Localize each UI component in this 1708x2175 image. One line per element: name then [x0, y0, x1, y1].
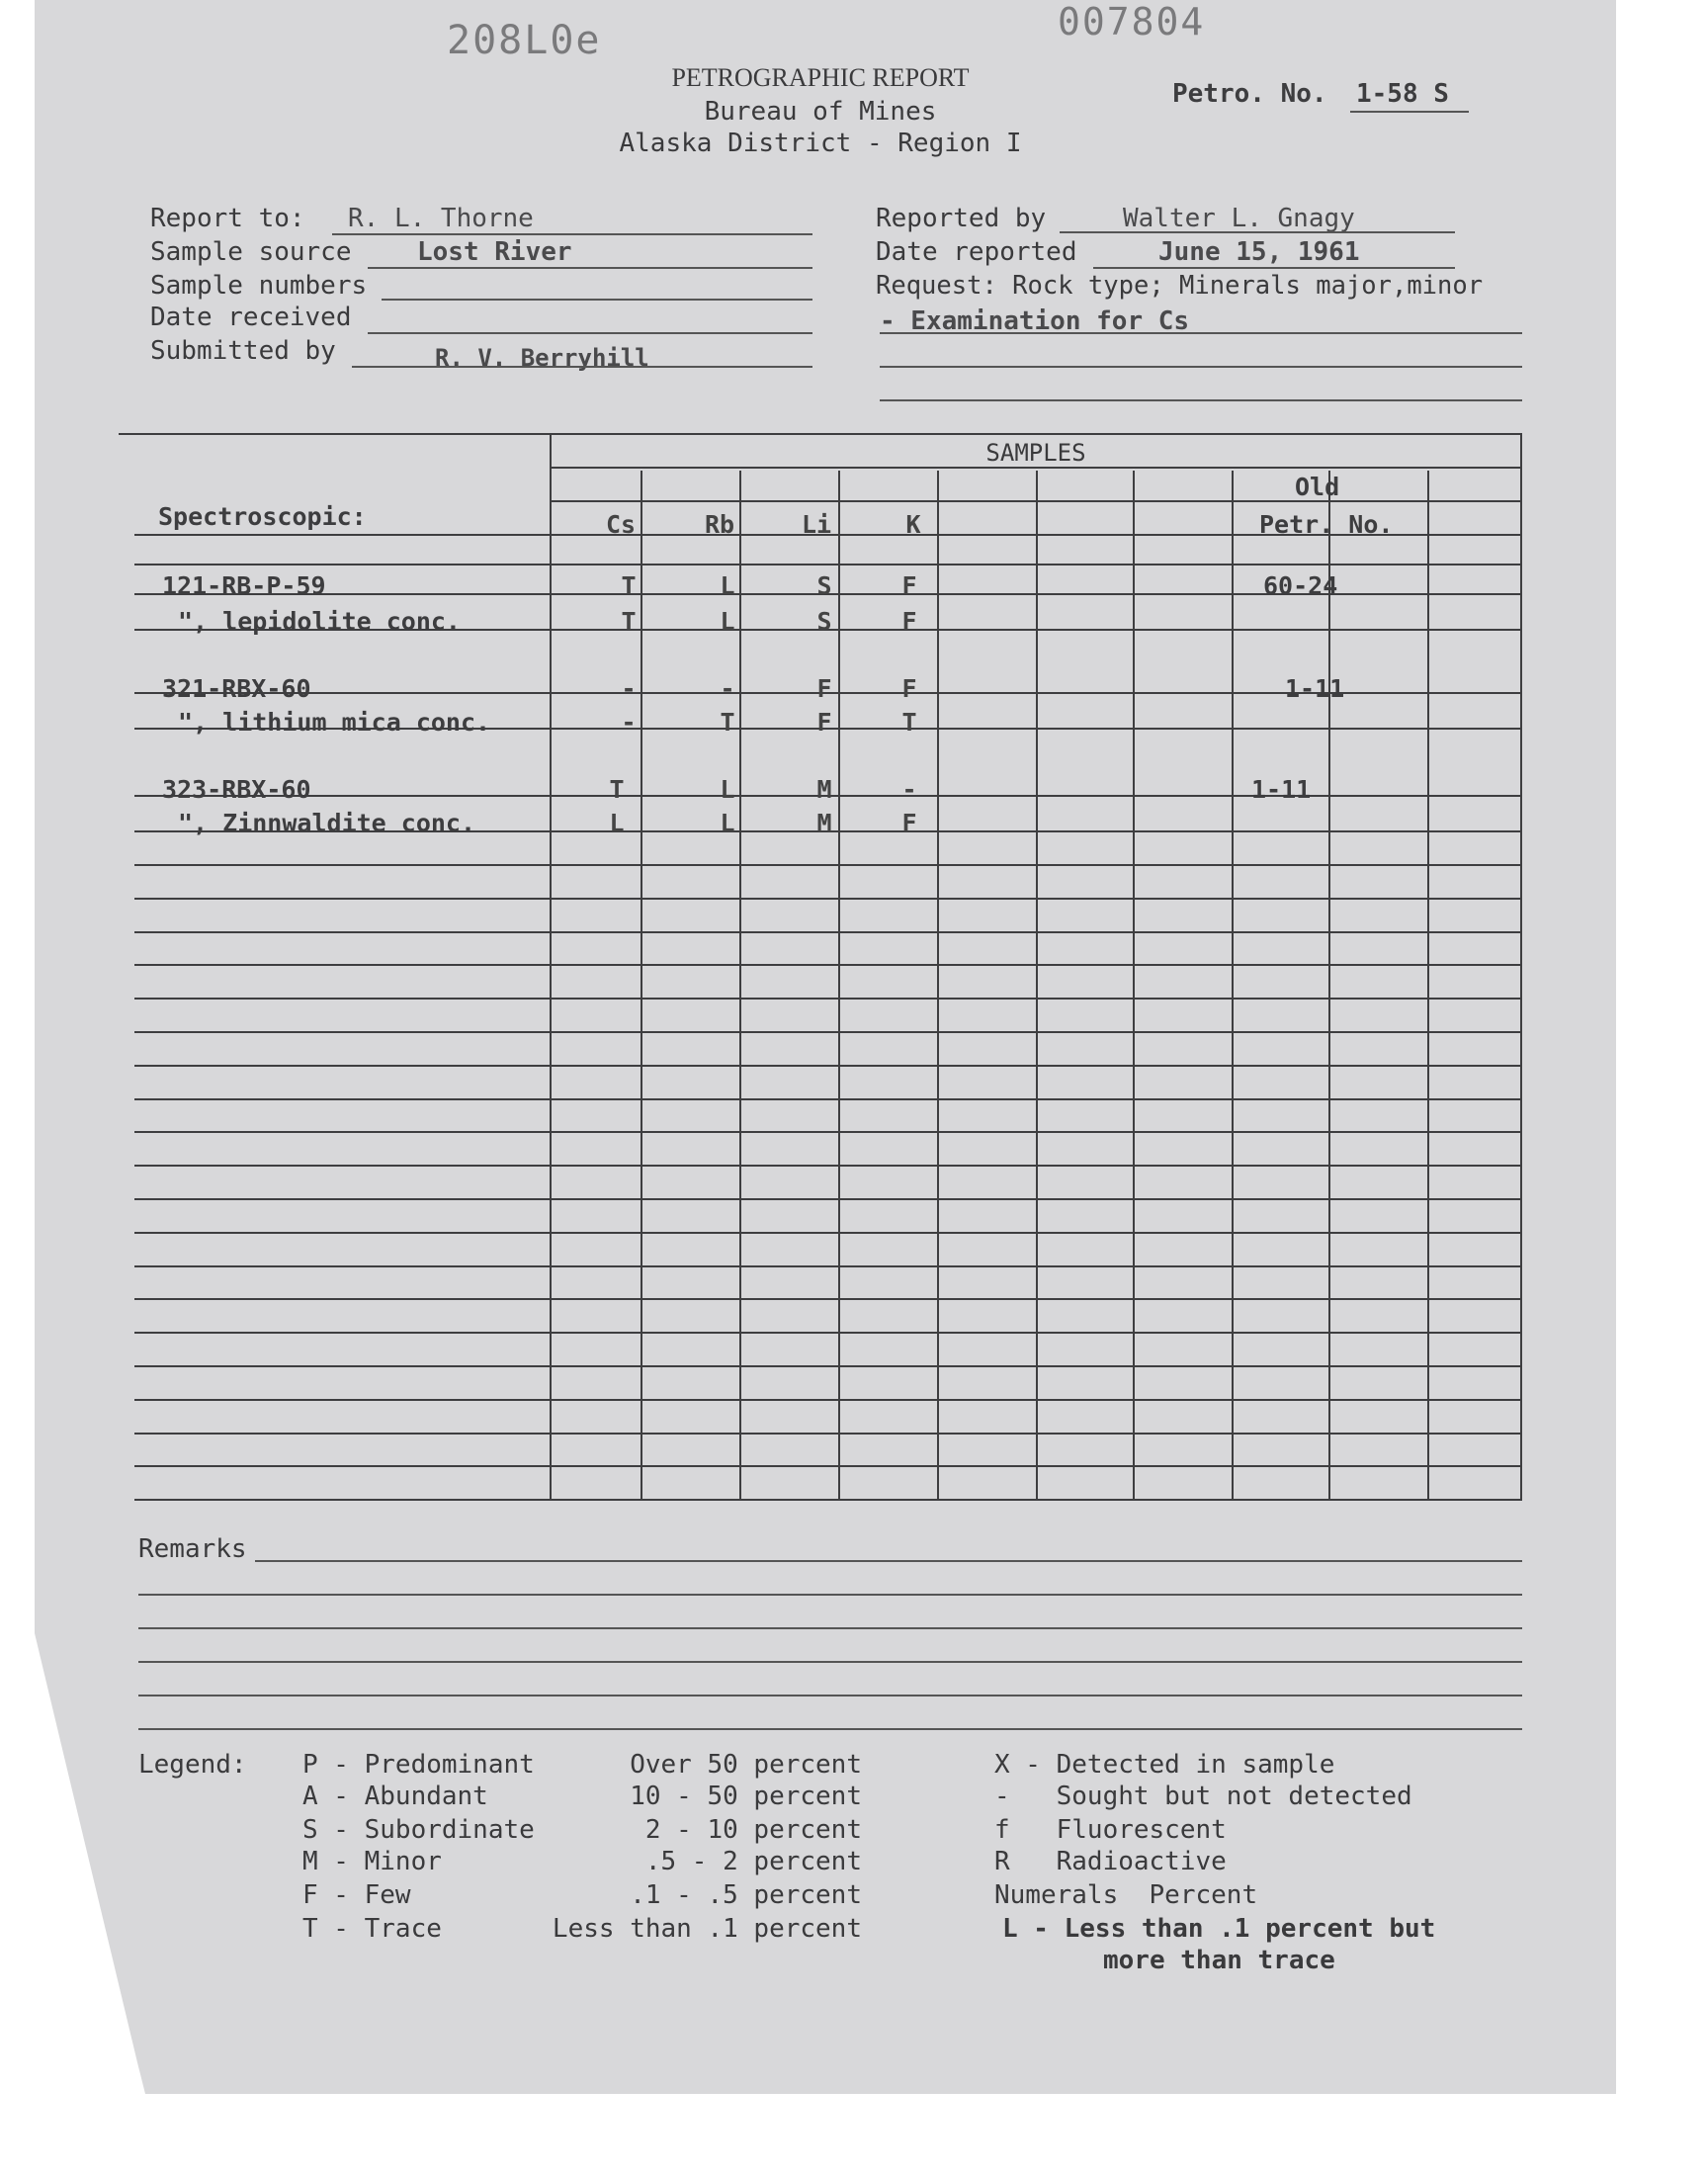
- sample-cell: M: [816, 809, 832, 837]
- column-header-rb: Rb: [704, 510, 735, 539]
- legend-symbol: - Sought but not detected: [994, 1782, 1412, 1811]
- table-rule: [134, 1098, 1522, 1100]
- report-subtitle: Bureau of Mines: [704, 97, 937, 127]
- sample-cell: F: [901, 674, 917, 703]
- report-region: Alaska District - Region I: [619, 129, 1022, 158]
- table-rule: [134, 1332, 1522, 1334]
- request-value: - Examination for Cs: [880, 306, 1190, 336]
- sample-row-name: 121-RB-P-59: [162, 571, 326, 600]
- sample-source-value: Lost River: [417, 237, 572, 267]
- sample-row-name: ", Zinnwaldite conc.: [178, 809, 476, 837]
- old-petr-value: 1-11: [1285, 674, 1345, 703]
- submitted-by-label: Submitted by: [150, 336, 336, 366]
- document-number-stamp: 007804: [1058, 0, 1206, 44]
- sample-cell: L: [720, 809, 735, 837]
- legend-range: .1 - .5 percent: [630, 1880, 862, 1910]
- sample-numbers-label: Sample numbers: [150, 271, 368, 301]
- date-received-label: Date received: [150, 303, 352, 332]
- sample-cell: T: [901, 708, 917, 737]
- reported-by-label: Reported by: [876, 204, 1047, 233]
- report-title: PETROGRAPHIC REPORT: [671, 63, 970, 92]
- table-rule: [134, 964, 1522, 966]
- remarks-label: Remarks: [138, 1534, 247, 1564]
- sample-cell: -: [621, 708, 637, 737]
- sample-cell: L: [720, 607, 735, 636]
- old-petr-value: 1-11: [1251, 775, 1312, 804]
- sample-cell: L: [609, 809, 625, 837]
- sample-cell: T: [720, 708, 735, 737]
- sample-cell: F: [816, 708, 832, 737]
- sample-cell: -: [720, 674, 735, 703]
- sample-cell: -: [901, 775, 917, 804]
- submitted-by-value: R. V. Berryhill: [435, 344, 649, 372]
- sample-cell: F: [901, 607, 917, 636]
- legend-note-line1: L - Less than .1 percent but: [1002, 1914, 1436, 1944]
- sample-cell: F: [816, 674, 832, 703]
- sample-cell: L: [720, 571, 735, 600]
- table-rule: [134, 898, 1522, 900]
- old-petr-header-line1: Old: [1295, 473, 1340, 501]
- old-petr-value: 60-24: [1263, 571, 1338, 600]
- report-to-label: Report to:: [150, 204, 305, 233]
- column-header-li: Li: [801, 510, 832, 539]
- table-rule: [134, 1433, 1522, 1435]
- table-rule: [134, 864, 1522, 866]
- legend-symbol: Numerals Percent: [994, 1880, 1258, 1910]
- sample-cell: M: [816, 775, 832, 804]
- table-rule: [134, 1131, 1522, 1133]
- legend-range: 10 - 50 percent: [630, 1782, 862, 1811]
- legend-range: Less than .1 percent: [552, 1914, 862, 1944]
- legend-note-line2: more than trace: [1103, 1946, 1335, 1975]
- sample-cell: S: [816, 571, 832, 600]
- date-reported-value: June 15, 1961: [1158, 237, 1360, 267]
- sample-cell: T: [609, 775, 625, 804]
- sample-cell: S: [816, 607, 832, 636]
- sample-cell: -: [621, 674, 637, 703]
- legend-range: Over 50 percent: [630, 1750, 862, 1780]
- spectroscopic-label: Spectroscopic:: [158, 502, 367, 531]
- legend-code: S - Subordinate: [302, 1815, 535, 1845]
- legend-code: P - Predominant: [302, 1750, 535, 1780]
- column-header-k: K: [905, 510, 921, 539]
- legend-symbol: X - Detected in sample: [994, 1750, 1335, 1780]
- table-rule: [134, 1365, 1522, 1367]
- sample-cell: F: [901, 809, 917, 837]
- date-reported-label: Date reported: [876, 237, 1077, 267]
- legend-code: M - Minor: [302, 1847, 442, 1876]
- table-rule: [134, 1031, 1522, 1033]
- sample-row-name: 323-RBX-60: [162, 775, 311, 804]
- table-rule: [134, 1399, 1522, 1401]
- petro-no-label: Petro. No.: [1172, 79, 1327, 109]
- table-rule: [134, 1165, 1522, 1167]
- column-header-cs: Cs: [605, 510, 637, 539]
- table-rule: [134, 1198, 1522, 1200]
- table-rule: [134, 1232, 1522, 1234]
- legend-range: 2 - 10 percent: [644, 1815, 862, 1845]
- request-label: Request: Rock type; Minerals major,minor: [876, 271, 1484, 301]
- sample-row-name: ", lepidolite conc.: [178, 607, 461, 636]
- table-rule: [134, 1465, 1522, 1467]
- legend-code: T - Trace: [302, 1914, 442, 1944]
- legend-range: .5 - 2 percent: [644, 1847, 862, 1876]
- table-rule: [134, 998, 1522, 1000]
- legend-title: Legend:: [138, 1750, 247, 1780]
- sample-cell: T: [621, 607, 637, 636]
- report-to-value: R. L. Thorne: [348, 204, 534, 233]
- legend-symbol: R Radioactive: [994, 1847, 1227, 1876]
- table-rule: [134, 1265, 1522, 1267]
- legend-code: A - Abundant: [302, 1782, 488, 1811]
- petro-no-value: 1-58 S: [1356, 79, 1449, 109]
- table-rule: [134, 931, 1522, 933]
- sample-row-name: 321-RBX-60: [162, 674, 311, 703]
- legend-code: F - Few: [302, 1880, 411, 1910]
- legend-symbol: f Fluorescent: [994, 1815, 1227, 1845]
- sample-cell: F: [901, 571, 917, 600]
- mirrored-stamp: 208L0e: [447, 18, 602, 63]
- table-rule: [134, 1298, 1522, 1300]
- sample-cell: L: [720, 775, 735, 804]
- table-rule: [134, 1065, 1522, 1067]
- old-petr-header-line2: Petr. No.: [1259, 510, 1394, 539]
- sample-cell: T: [621, 571, 637, 600]
- reported-by-value: Walter L. Gnagy: [1123, 204, 1355, 233]
- sample-row-name: ", lithium mica conc.: [178, 708, 491, 737]
- samples-header: SAMPLES: [985, 439, 1086, 467]
- sample-source-label: Sample source: [150, 237, 352, 267]
